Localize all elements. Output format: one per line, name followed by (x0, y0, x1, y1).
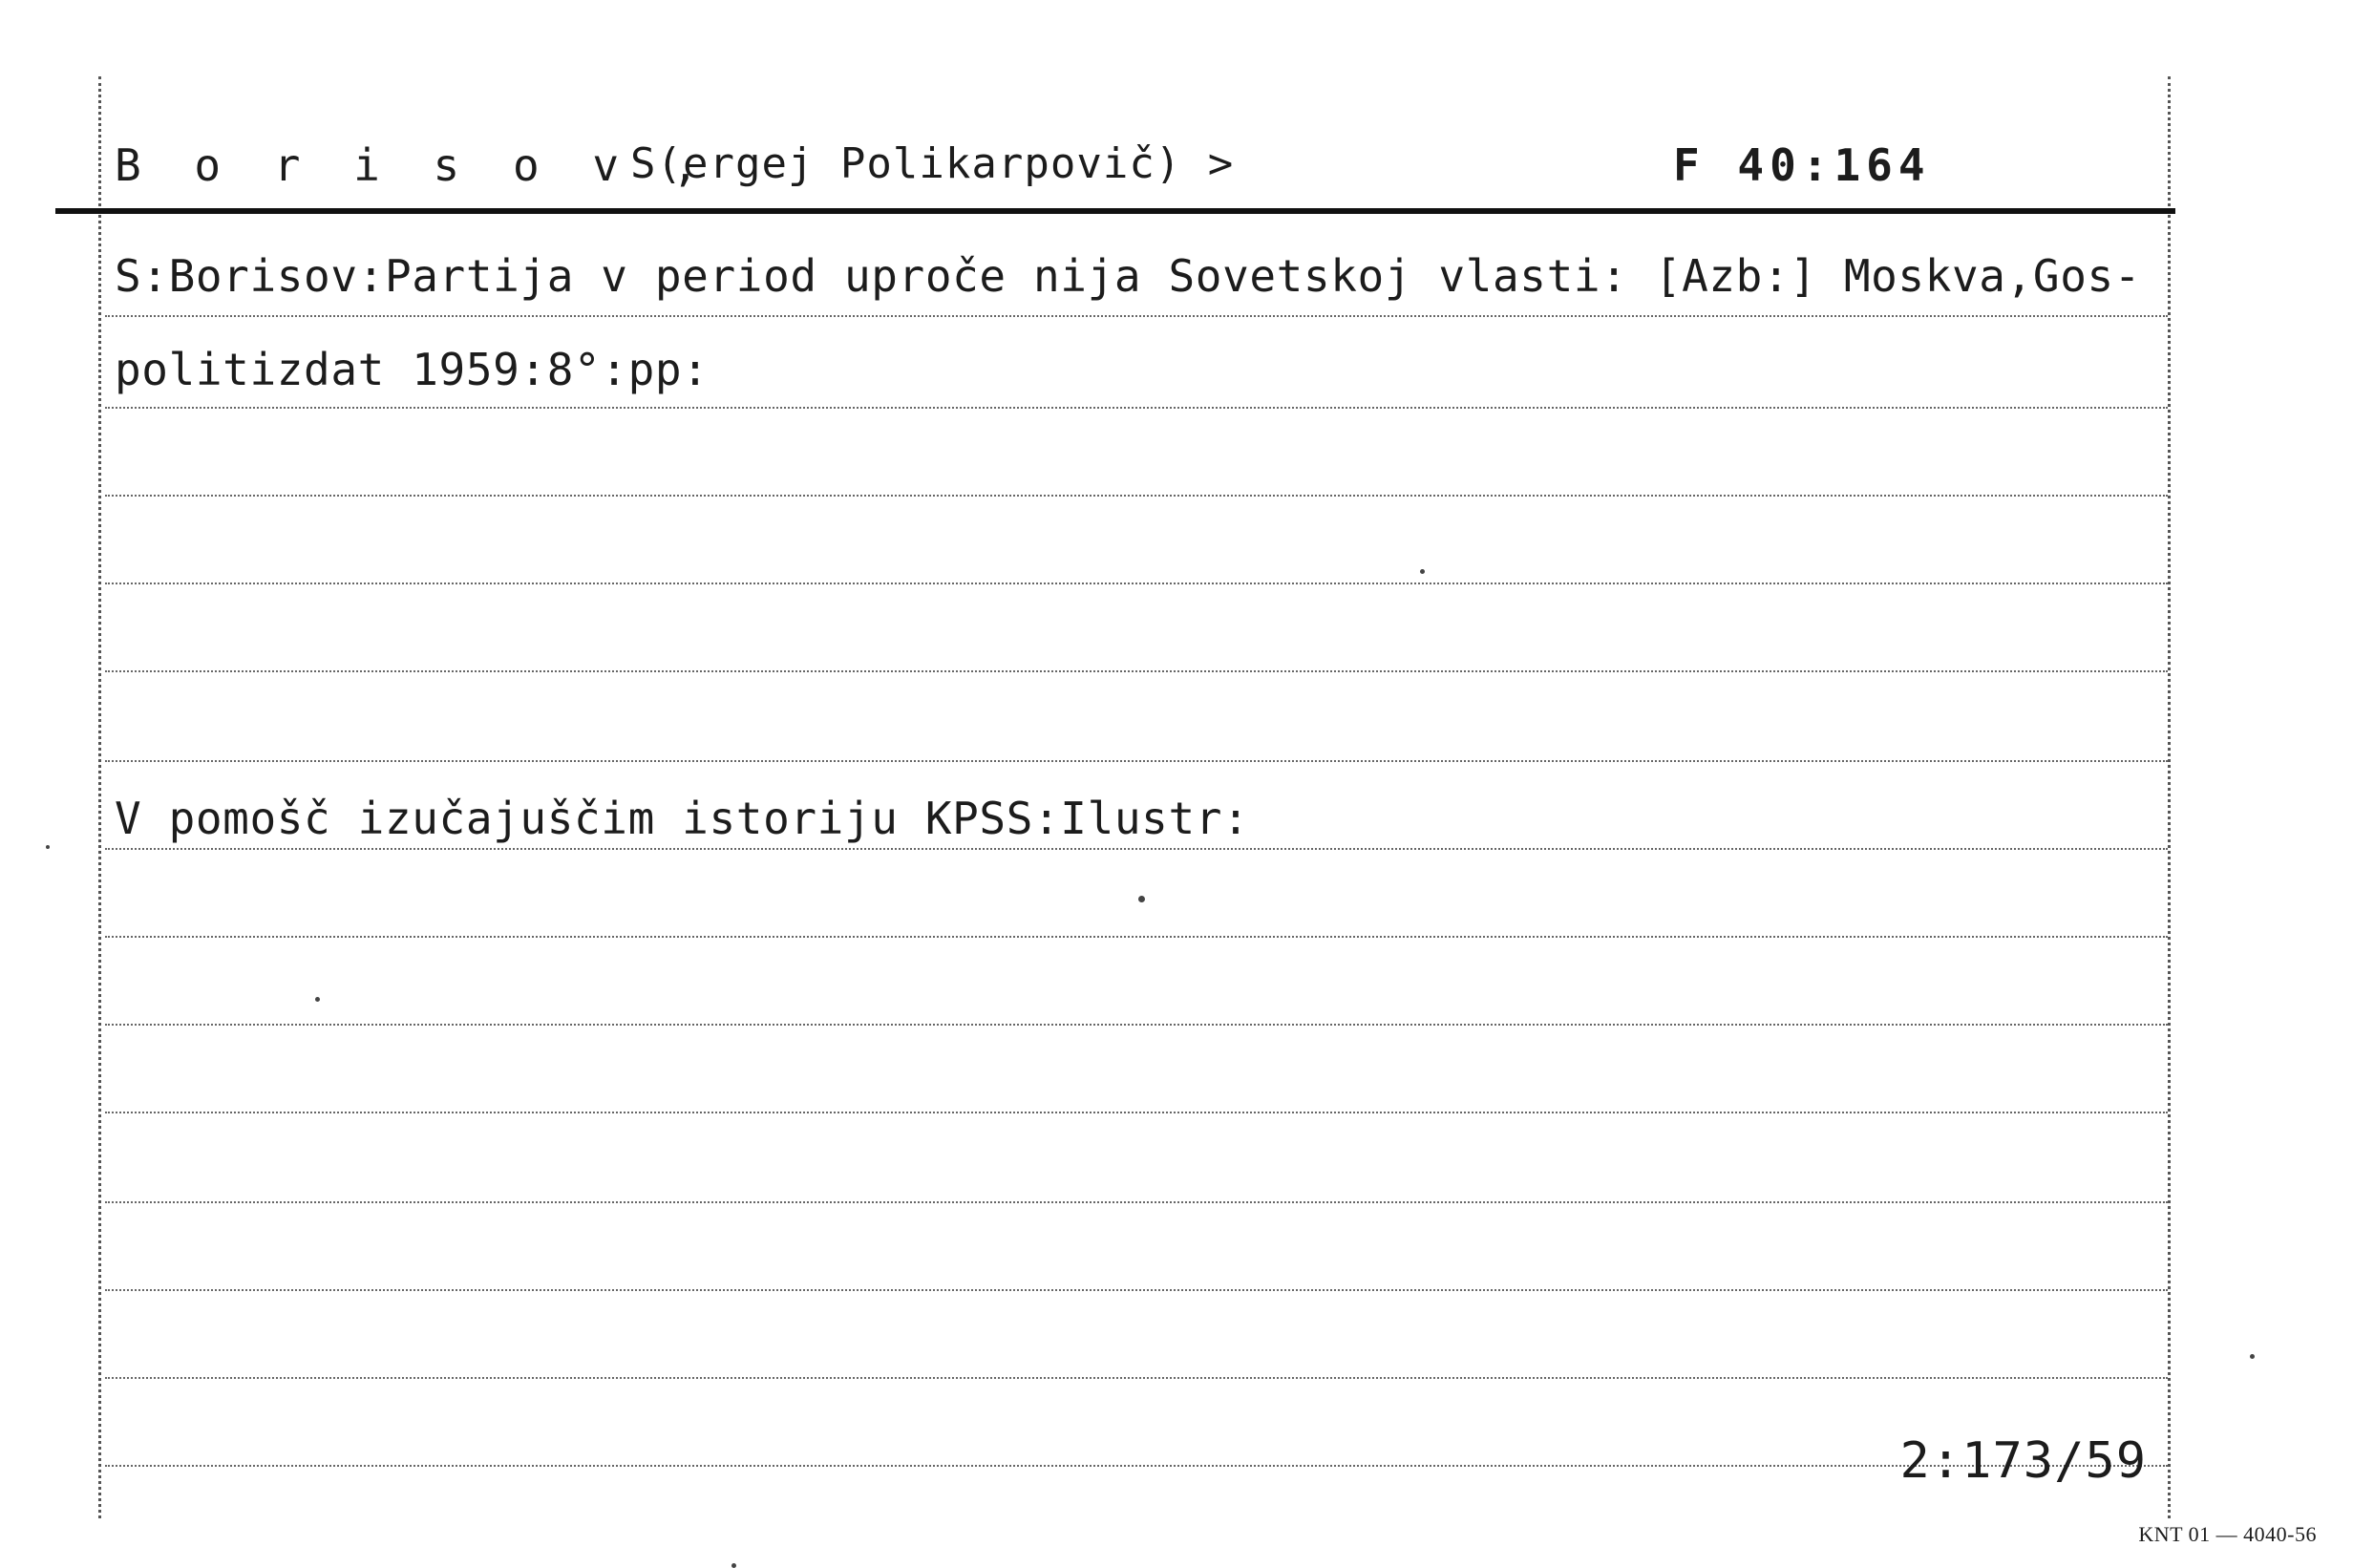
ruled-line (105, 495, 2168, 497)
ruled-line (105, 1201, 2168, 1203)
left-margin-line (98, 76, 101, 1518)
ruled-line (105, 760, 2168, 762)
entry-line-3: V pomošč izučajuščim istoriju KPSS:Ilustr: (115, 793, 1250, 844)
ruled-line (105, 848, 2168, 850)
ink-speck (2250, 1354, 2255, 1359)
right-margin-line (2168, 76, 2171, 1518)
ink-speck (1138, 896, 1145, 902)
ruled-line (105, 1377, 2168, 1379)
entry-line-1: S:Borisov:Partija v period uproče nija Sovetskoj vlasti: [Azb:] Moskva,Gos- (115, 250, 2142, 302)
heading-rule (55, 208, 2175, 214)
ink-speck (731, 1563, 736, 1568)
ruled-line (105, 1289, 2168, 1291)
ruled-line (105, 407, 2168, 409)
ruled-line (105, 1465, 2168, 1467)
ruled-line (105, 936, 2168, 938)
ruled-line (105, 315, 2168, 317)
ink-speck (315, 997, 320, 1002)
form-code: KNT 01 — 4040-56 (2138, 1522, 2317, 1546)
author-surname: B o r i s o v , (115, 139, 712, 191)
ruled-line (105, 1024, 2168, 1026)
ruled-line (105, 1112, 2168, 1113)
ink-speck (1420, 569, 1425, 574)
ink-speck (46, 845, 50, 849)
call-number: F 40:164 (1673, 139, 1931, 191)
ruled-line (105, 670, 2168, 672)
entry-line-2: politizdat 1959:8°:pp: (115, 344, 710, 395)
ruled-line (105, 583, 2168, 584)
author-given-name: S(ergej Polikarpovič) > (630, 139, 1235, 188)
accession-number: 2:173/59 (1899, 1432, 2147, 1490)
